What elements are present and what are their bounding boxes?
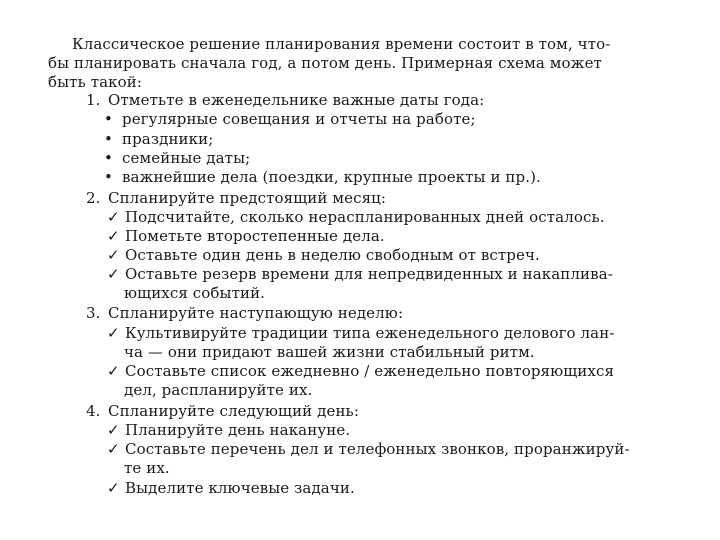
bullet-icon: • <box>104 149 113 167</box>
checkmark-icon: ✓ <box>107 324 120 342</box>
section-number: 1. <box>86 91 101 109</box>
intro-line-2: бы планировать сначала год, а потом день. Примерная схема может <box>48 54 602 72</box>
section-heading <box>86 305 403 322</box>
list-item: ✓ Пометьте второстепенные дела. <box>107 227 385 245</box>
checkmark-icon: ✓ <box>107 265 120 283</box>
list-item: ✓ Планируйте день накануне. <box>107 421 351 439</box>
list-item-continuation: те их. <box>124 459 170 477</box>
section-heading <box>86 403 359 420</box>
list-item: ✓ Культивируйте традиции типа еженедельного делового лан- <box>107 324 615 342</box>
list-item: • семейные даты; <box>104 149 251 167</box>
list-item: ✓ Составьте список ежедневно / еженедельно повторяющихся <box>107 362 615 380</box>
section-number: 3. <box>86 304 101 322</box>
section-heading <box>86 92 484 109</box>
intro-line-1: Классическое решение планирования времени состоит в том, что- <box>72 35 611 53</box>
bullet-icon: • <box>104 130 113 148</box>
list-item: ✓ Оставьте один день в неделю свободным от встреч. <box>107 246 540 264</box>
checkmark-icon: ✓ <box>107 246 120 264</box>
list-item: • праздники; <box>104 130 214 148</box>
list-item: ✓ Выделите ключевые задачи. <box>107 479 355 497</box>
list-item: ✓ Подсчитайте, сколько нераспланированных дней осталось. <box>107 208 605 226</box>
checkmark-icon: ✓ <box>107 227 120 245</box>
list-item-continuation: ча — они придают вашей жизни стабильный ритм. <box>124 343 535 361</box>
checkmark-icon: ✓ <box>107 440 120 458</box>
list-item: ✓ Составьте перечень дел и телефонных звонков, проранжируй- <box>107 440 630 458</box>
section-heading <box>86 190 386 207</box>
section-number: 2. <box>86 189 101 207</box>
checkmark-icon: ✓ <box>107 479 120 497</box>
section-title: Спланируйте наступающую неделю: <box>108 304 404 322</box>
section-title: Отметьте в еженедельнике важные даты года: <box>108 91 485 109</box>
section-title: Спланируйте следующий день: <box>108 402 359 420</box>
intro-line-3: быть такой: <box>48 73 143 91</box>
section-title: Спланируйте предстоящий месяц: <box>108 189 387 207</box>
list-item-continuation: дел, распланируйте их. <box>124 381 313 399</box>
checkmark-icon: ✓ <box>107 362 120 380</box>
bullet-icon: • <box>104 110 113 128</box>
checkmark-icon: ✓ <box>107 208 120 226</box>
section-number: 4. <box>86 402 101 420</box>
list-item: • регулярные совещания и отчеты на работе; <box>104 110 476 128</box>
list-item: • важнейшие дела (поездки, крупные проекты и пр.). <box>104 168 541 186</box>
bullet-icon: • <box>104 168 113 186</box>
list-item: ✓ Оставьте резерв времени для непредвиденных и накаплива- <box>107 265 613 283</box>
list-item-continuation: ющихся событий. <box>124 284 266 302</box>
checkmark-icon: ✓ <box>107 421 120 439</box>
